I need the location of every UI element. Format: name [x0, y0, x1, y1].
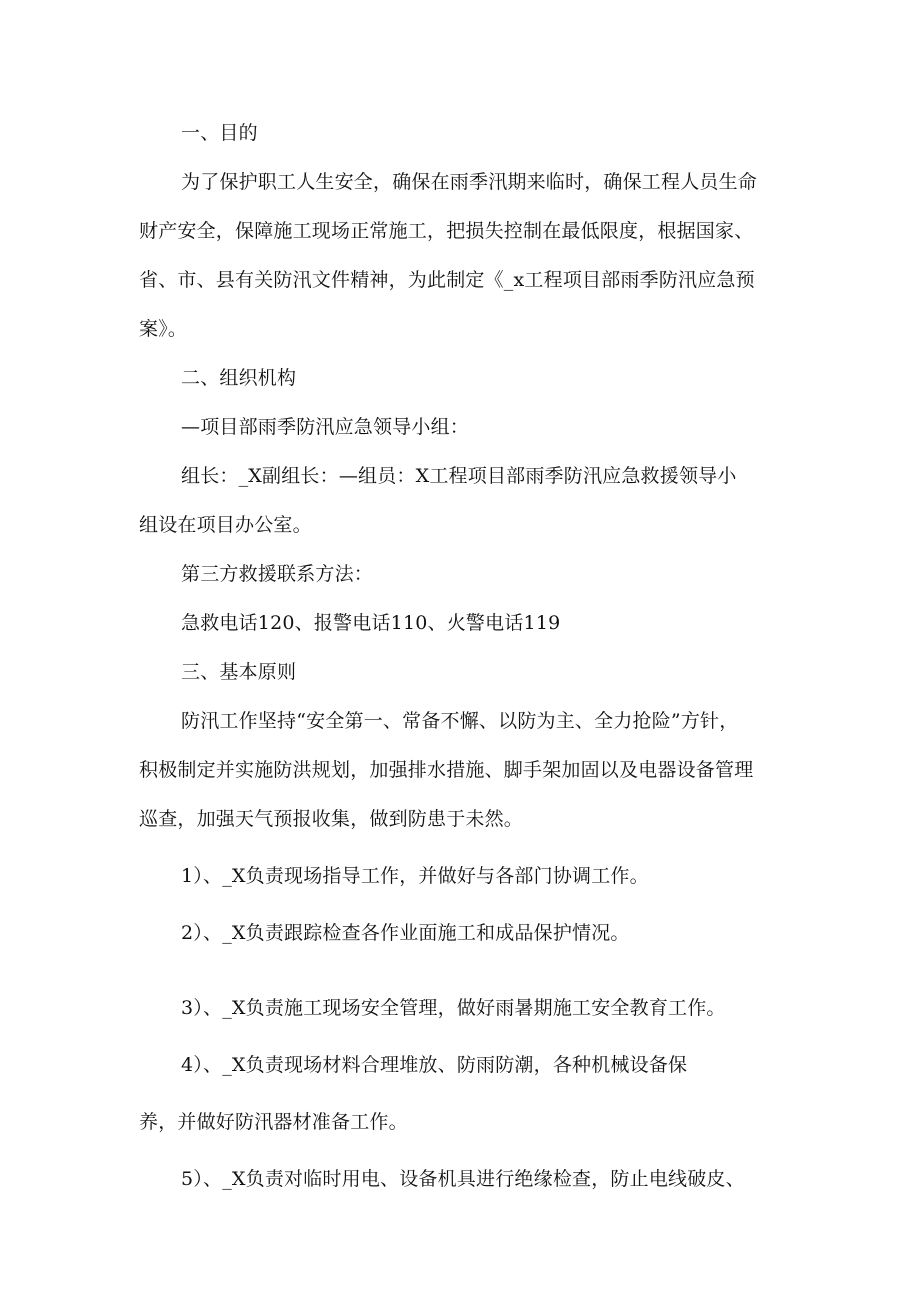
paragraph-line: 巡查，加强天气预报收集，做到防患于未然。 [139, 808, 524, 830]
paragraph-line: —项目部雨季防汛应急领导小组： [181, 416, 470, 438]
paragraph-line: 省、市、县有关防汛文件精神，为此制定《_x工程项目部雨季防汛应急预 [139, 269, 755, 291]
paragraph-line: 组设在项目办公室。 [139, 514, 312, 536]
heading-principles: 三、基本原则 [181, 661, 297, 683]
list-item: 1）、_X负责现场指导工作，并做好与各部门协调工作。 [181, 865, 649, 887]
list-item: 3）、_X负责施工现场安全管理，做好雨暑期施工安全教育工作。 [181, 997, 726, 1019]
paragraph-line: 第三方救援联系方法： [181, 563, 374, 585]
paragraph-line: 财产安全，保障施工现场正常施工，把损失控制在最低限度，根据国家、 [139, 220, 754, 242]
list-item: 4）、_X负责现场材料合理堆放、防雨防潮，各种机械设备保 [181, 1054, 688, 1076]
paragraph-line: 组长：_X副组长：—组员：X工程项目部雨季防汛应急救援领导小 [181, 465, 737, 487]
list-item-continuation: 养，并做好防汛器材准备工作。 [139, 1111, 408, 1133]
heading-organization: 二、组织机构 [181, 367, 297, 389]
paragraph-line: 积极制定并实施防洪规划，加强排水措施、脚手架加固以及电器设备管理 [139, 759, 754, 781]
list-item: 5）、_X负责对临时用电、设备机具进行绝缘检查，防止电线破皮、 [181, 1168, 745, 1190]
paragraph-line: 案》。 [139, 318, 188, 340]
list-item: 2）、_X负责跟踪检查各作业面施工和成品保护情况。 [181, 922, 630, 944]
emergency-phone-line: 急救电话120、报警电话110、火警电话119 [181, 612, 561, 634]
heading-purpose: 一、目的 [181, 122, 258, 144]
paragraph-line: 防汛工作坚持“安全第一、常备不懈、以防为主、全力抢险”方针， [181, 710, 739, 732]
paragraph-line: 为了保护职工人生安全，确保在雨季汛期来临时，确保工程人员生命 [181, 171, 758, 193]
